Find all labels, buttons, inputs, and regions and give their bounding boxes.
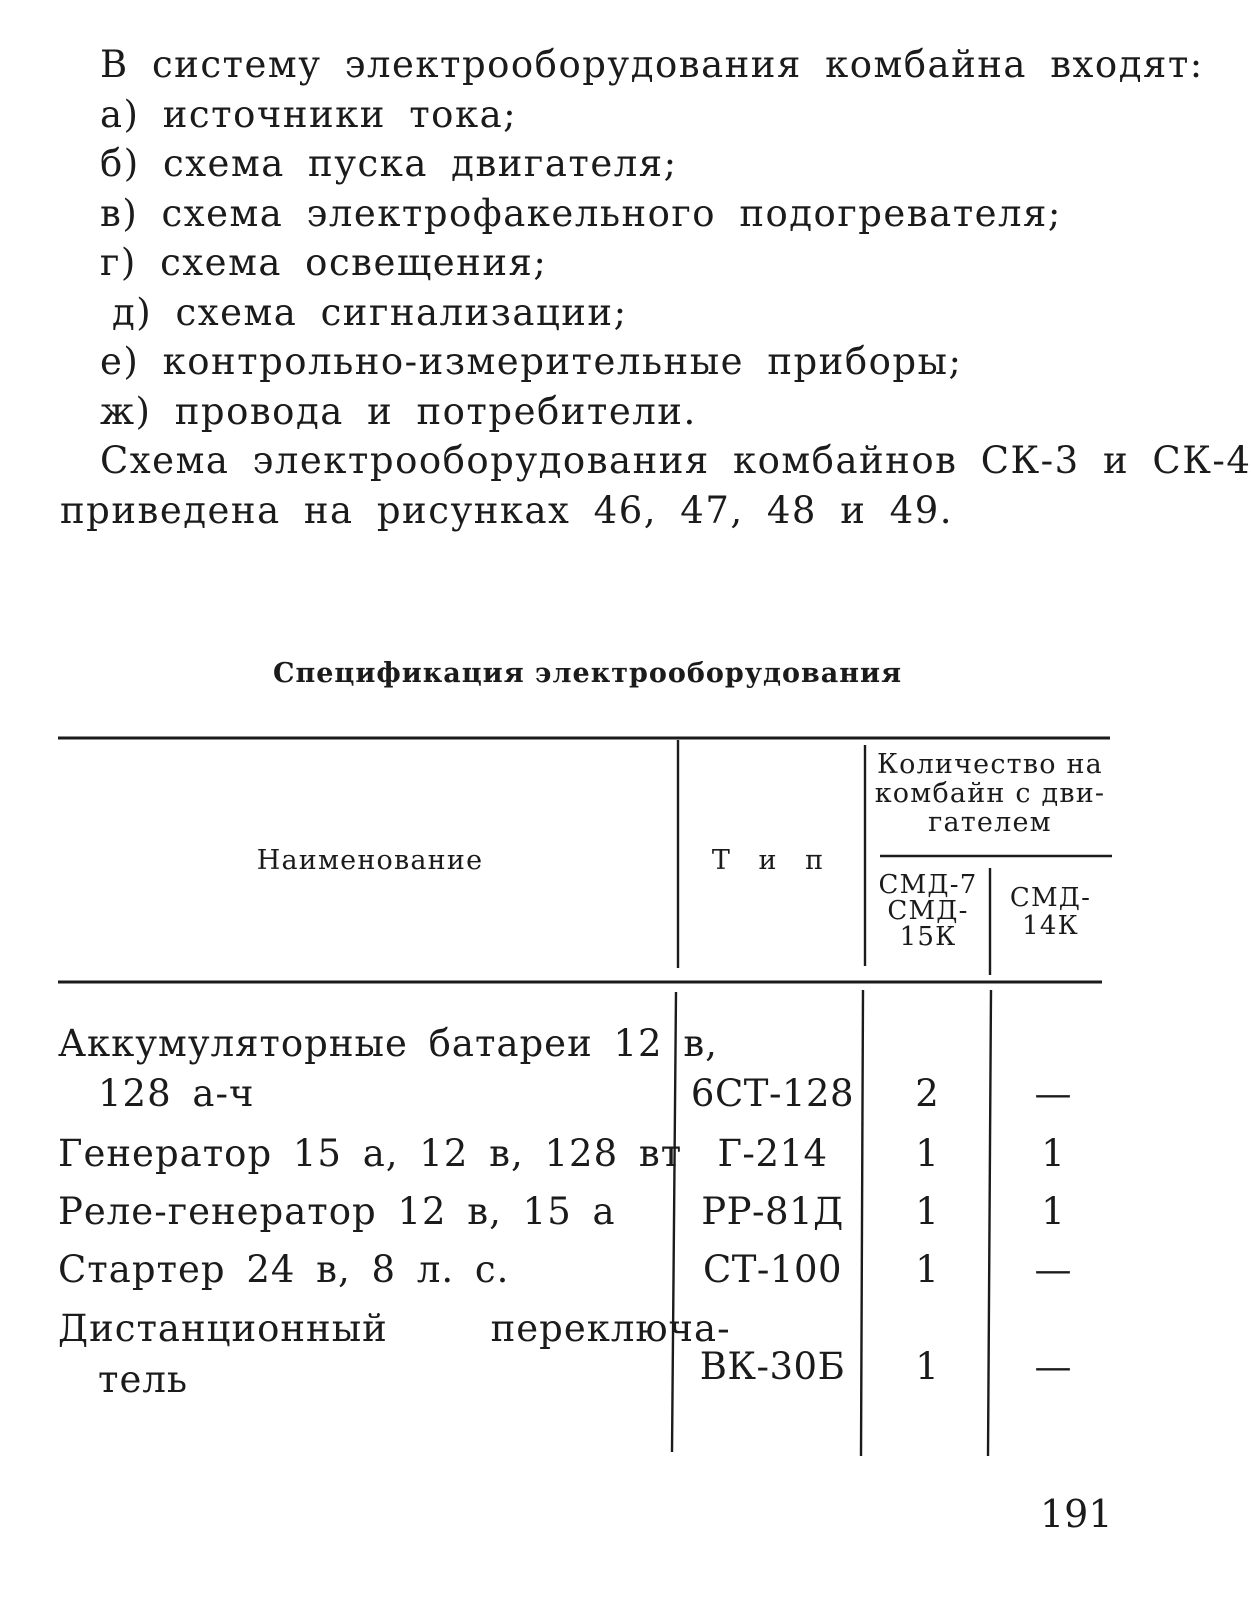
row-1-name-line-1: Аккумуляторные батареи 12 в, — [58, 1022, 718, 1065]
row-1-name-line-2: 128 а-ч — [98, 1072, 255, 1115]
page-number: 191 — [1040, 1492, 1113, 1536]
paragraph-line-2: приведена на рисунках 46, 47, 48 и 49. — [60, 488, 953, 532]
header-smd7-line-3: 15К — [899, 922, 957, 952]
row-4-name: Стартер 24 в, 8 л. с. — [58, 1248, 510, 1291]
row-2-name: Генератор 15 а, 12 в, 128 вт — [58, 1132, 683, 1175]
row-3-type: РР-81Д — [701, 1190, 844, 1233]
row-3-qty-smd14: 1 — [1041, 1190, 1065, 1233]
header-smd14-line-1: СМД- — [1009, 883, 1092, 913]
row-4-qty-smd7: 1 — [915, 1248, 939, 1291]
row-2-qty-smd14: 1 — [1041, 1132, 1065, 1175]
list-item-b: б) схема пуска двигателя; — [100, 142, 678, 185]
row-3-name: Реле-генератор 12 в, 15 а — [58, 1190, 616, 1233]
header-name: Наименование — [256, 845, 484, 876]
row-1-type: 6СТ-128 — [690, 1072, 855, 1115]
header-type: Т и п — [711, 845, 834, 876]
row-4-type: СТ-100 — [702, 1248, 843, 1291]
header-smd7-line-2: СМД- — [887, 896, 969, 926]
list-item-e: е) контрольно-измерительные приборы; — [100, 340, 963, 383]
list-item-d: д) схема сигнализации; — [112, 290, 628, 334]
table-title: Спецификация электрооборудования — [272, 658, 903, 689]
row-1-qty-smd7: 2 — [915, 1072, 939, 1115]
header-smd14 — [993, 884, 1108, 940]
row-5-name-line-2: тель — [98, 1358, 189, 1401]
paragraph-line-1: Схема электрооборудования комбайнов СК-3 и СК-4 — [100, 439, 1252, 482]
row-3-qty-smd7: 1 — [915, 1190, 939, 1233]
divider-smd-body — [988, 990, 991, 1456]
header-quantity — [865, 750, 1115, 837]
row-5-qty-smd7: 1 — [915, 1345, 939, 1388]
header-quantity-line-3: гателем — [928, 807, 1052, 838]
row-5-type: ВК-30Б — [699, 1345, 846, 1388]
list-item-g: г) схема освещения; — [100, 241, 548, 284]
header-smd7 — [866, 872, 990, 950]
row-5-name-line-1: Дистанционный переключа- — [58, 1307, 731, 1350]
list-item-zh: ж) провода и потребители. — [100, 389, 697, 433]
header-smd14-line-2: 14К — [1022, 911, 1079, 941]
row-1-qty-smd14: — — [1034, 1072, 1072, 1115]
intro-lead: В систему электрооборудования комбайна входят: — [100, 43, 1204, 86]
header-smd7-line-1: СМД-7 — [878, 870, 978, 900]
list-item-v: в) схема электрофакельного подогревателя; — [100, 191, 1062, 235]
header-quantity-line-1: Количество на — [877, 749, 1103, 780]
row-2-type: Г-214 — [717, 1132, 828, 1175]
list-item-a: а) источники тока; — [100, 92, 518, 136]
row-2-qty-smd7: 1 — [915, 1132, 939, 1175]
row-5-qty-smd14: — — [1034, 1345, 1072, 1388]
header-quantity-line-2: комбайн с дви- — [874, 778, 1106, 809]
row-4-qty-smd14: — — [1034, 1248, 1072, 1291]
